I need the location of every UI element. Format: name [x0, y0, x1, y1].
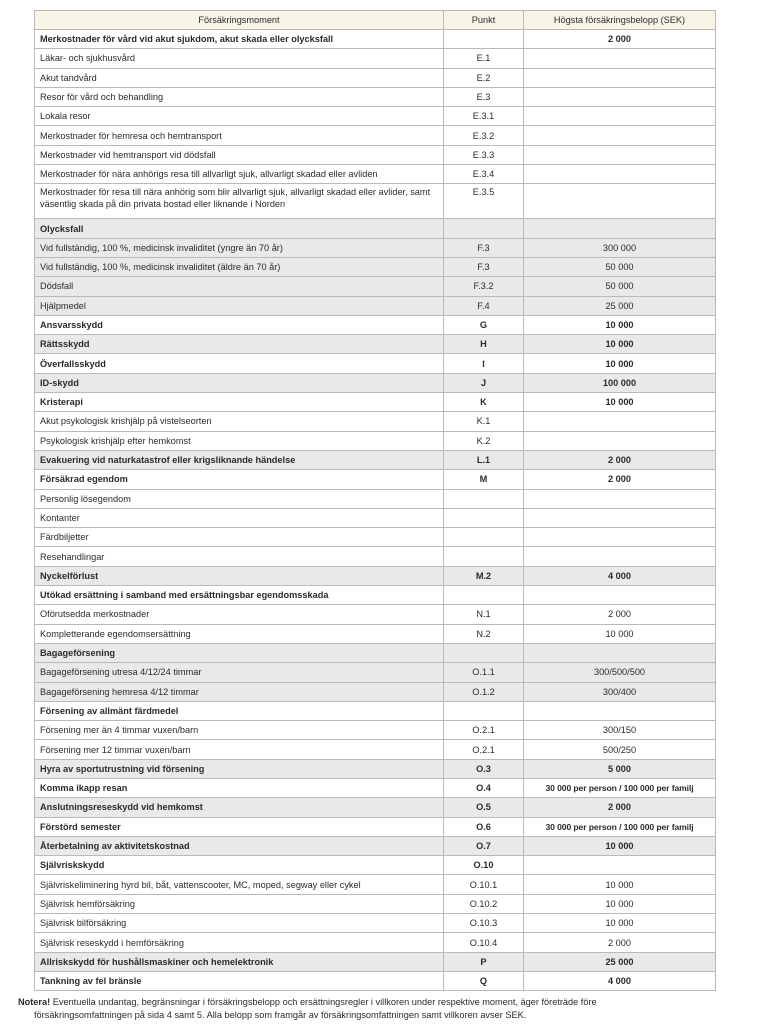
table-row [35, 721, 716, 740]
table-row [35, 30, 716, 49]
moment-cell: Ansvarsskydd [35, 315, 444, 334]
amount-cell [524, 68, 716, 87]
table-row [35, 450, 716, 469]
moment-cell: Hjälpmedel [35, 296, 444, 315]
table-row [35, 508, 716, 527]
amount-cell: 10 000 [524, 914, 716, 933]
moment-cell: Dödsfall [35, 277, 444, 296]
moment-cell: Oförutsedda merkostnader [35, 605, 444, 624]
amount-cell: 300/500/500 [524, 663, 716, 682]
punkt-cell: O.2.1 [444, 721, 524, 740]
table-row [35, 165, 716, 184]
table-row [35, 126, 716, 145]
table-row [35, 257, 716, 276]
punkt-cell: F.3.2 [444, 277, 524, 296]
moment-cell: Utökad ersättning i samband med ersättningsbar egendomsskada [35, 586, 444, 605]
moment-cell: Försening mer 12 timmar vuxen/barn [35, 740, 444, 759]
moment-cell: Försening av allmänt färdmedel [35, 701, 444, 720]
punkt-cell [444, 547, 524, 566]
table-row [35, 238, 716, 257]
amount-cell [524, 508, 716, 527]
punkt-cell: Q [444, 971, 524, 990]
punkt-cell: O.2.1 [444, 740, 524, 759]
moment-cell: Försening mer än 4 timmar vuxen/barn [35, 721, 444, 740]
table-row [35, 528, 716, 547]
punkt-cell [444, 701, 524, 720]
moment-cell: Lokala resor [35, 107, 444, 126]
amount-cell [524, 412, 716, 431]
amount-cell [524, 643, 716, 662]
note-text-1: Eventuella undantag, begränsningar i försäkringsbelopp och ersättningsregler i villkoren under respektive moment, äger företräde före [52, 997, 597, 1007]
amount-cell: 30 000 per person / 100 000 per familj [524, 817, 716, 836]
amount-cell: 50 000 [524, 257, 716, 276]
punkt-cell: J [444, 373, 524, 392]
table-row [35, 605, 716, 624]
amount-cell: 10 000 [524, 624, 716, 643]
table-row [35, 701, 716, 720]
amount-cell [524, 528, 716, 547]
amount-cell [524, 431, 716, 450]
punkt-cell [444, 586, 524, 605]
table-row [35, 431, 716, 450]
moment-cell: Självrisk hemförsäkring [35, 894, 444, 913]
punkt-cell: O.4 [444, 778, 524, 797]
table-row [35, 68, 716, 87]
moment-cell: Självriskeliminering hyrd bil, båt, vattenscooter, MC, moped, segway eller cykel [35, 875, 444, 894]
amount-cell: 50 000 [524, 277, 716, 296]
punkt-cell [444, 508, 524, 527]
amount-cell: 4 000 [524, 566, 716, 585]
table-row [35, 393, 716, 412]
table-row [35, 817, 716, 836]
table-row [35, 335, 716, 354]
punkt-cell: E.3.5 [444, 184, 524, 219]
punkt-cell: L.1 [444, 450, 524, 469]
amount-cell: 2 000 [524, 798, 716, 817]
moment-cell: ID-skydd [35, 373, 444, 392]
moment-cell: Självriskskydd [35, 856, 444, 875]
amount-cell: 300/150 [524, 721, 716, 740]
amount-cell [524, 107, 716, 126]
table-row [35, 933, 716, 952]
table-row [35, 296, 716, 315]
table-row [35, 373, 716, 392]
moment-cell: Evakuering vid naturkatastrof eller krigsliknande händelse [35, 450, 444, 469]
table-row [35, 759, 716, 778]
moment-cell: Nyckelförlust [35, 566, 444, 585]
amount-cell [524, 856, 716, 875]
moment-cell: Komma ikapp resan [35, 778, 444, 797]
moment-cell: Kompletterande egendomsersättning [35, 624, 444, 643]
moment-cell: Vid fullständig, 100 %, medicinsk invaliditet (äldre än 70 år) [35, 257, 444, 276]
table-header [35, 11, 716, 30]
moment-cell: Allriskskydd för hushållsmaskiner och hemelektronik [35, 952, 444, 971]
note-block [18, 996, 718, 1022]
moment-cell: Kontanter [35, 508, 444, 527]
moment-cell: Merkostnader för nära anhörigs resa till allvarligt sjuk, allvarligt skadad eller avliden [35, 165, 444, 184]
punkt-cell: E.3 [444, 87, 524, 106]
amount-cell [524, 87, 716, 106]
moment-cell: Återbetalning av aktivitetskostnad [35, 836, 444, 855]
moment-cell: Bagageförsening utresa 4/12/24 timmar [35, 663, 444, 682]
table-row [35, 315, 716, 334]
amount-cell: 10 000 [524, 875, 716, 894]
table-row [35, 740, 716, 759]
moment-cell: Merkostnader vid hemtransport vid dödsfall [35, 145, 444, 164]
moment-cell: Psykologisk krishjälp efter hemkomst [35, 431, 444, 450]
punkt-cell: O.10.1 [444, 875, 524, 894]
punkt-cell: E.2 [444, 68, 524, 87]
punkt-cell: O.10.2 [444, 894, 524, 913]
punkt-cell: O.1.2 [444, 682, 524, 701]
amount-cell [524, 165, 716, 184]
moment-cell: Akut psykologisk krishjälp på vistelseorten [35, 412, 444, 431]
table-body [35, 30, 716, 991]
header-amount: Högsta försäkringsbelopp (SEK) [524, 11, 716, 30]
table-row [35, 836, 716, 855]
table-row [35, 663, 716, 682]
moment-cell: Hyra av sportutrustning vid försening [35, 759, 444, 778]
punkt-cell [444, 643, 524, 662]
moment-cell: Bagageförsening [35, 643, 444, 662]
table-row [35, 643, 716, 662]
table-row [35, 798, 716, 817]
punkt-cell: O.1.1 [444, 663, 524, 682]
table-row [35, 624, 716, 643]
punkt-cell: F.4 [444, 296, 524, 315]
moment-cell: Resehandlingar [35, 547, 444, 566]
punkt-cell: E.3.1 [444, 107, 524, 126]
moment-cell: Försäkrad egendom [35, 470, 444, 489]
table-row [35, 87, 716, 106]
moment-cell: Överfallsskydd [35, 354, 444, 373]
moment-cell: Självrisk bilförsäkring [35, 914, 444, 933]
note-label: Notera! [18, 997, 51, 1007]
amount-cell: 2 000 [524, 605, 716, 624]
amount-cell [524, 126, 716, 145]
moment-cell: Merkostnader för resa till nära anhörig som blir allvarligt sjuk, allvarligt skadad eller avlider, samt väsentlig skada på din privata bostad eller liknande i Norden [35, 184, 444, 219]
moment-cell: Tankning av fel bränsle [35, 971, 444, 990]
amount-cell: 100 000 [524, 373, 716, 392]
table-row [35, 682, 716, 701]
punkt-cell: O.5 [444, 798, 524, 817]
table-row [35, 914, 716, 933]
punkt-cell: G [444, 315, 524, 334]
amount-cell [524, 489, 716, 508]
amount-cell [524, 701, 716, 720]
moment-cell: Bagageförsening hemresa 4/12 timmar [35, 682, 444, 701]
moment-cell: Merkostnader för vård vid akut sjukdom, akut skada eller olycksfall [35, 30, 444, 49]
moment-cell: Anslutningsreseskydd vid hemkomst [35, 798, 444, 817]
note-line-1 [18, 996, 718, 1009]
amount-cell: 10 000 [524, 315, 716, 334]
amount-cell: 2 000 [524, 450, 716, 469]
moment-cell: Läkar- och sjukhusvård [35, 49, 444, 68]
table-row [35, 547, 716, 566]
table-row [35, 856, 716, 875]
amount-cell: 4 000 [524, 971, 716, 990]
punkt-cell: O.10.4 [444, 933, 524, 952]
amount-cell: 2 000 [524, 933, 716, 952]
amount-cell: 5 000 [524, 759, 716, 778]
amount-cell [524, 184, 716, 219]
moment-cell: Självrisk reseskydd i hemförsäkring [35, 933, 444, 952]
moment-cell: Vid fullständig, 100 %, medicinsk invaliditet (yngre än 70 år) [35, 238, 444, 257]
moment-cell: Färdbiljetter [35, 528, 444, 547]
header-moment: Försäkringsmoment [35, 11, 444, 30]
amount-cell: 2 000 [524, 30, 716, 49]
punkt-cell [444, 489, 524, 508]
amount-cell [524, 547, 716, 566]
amount-cell: 10 000 [524, 335, 716, 354]
punkt-cell: O.10.3 [444, 914, 524, 933]
punkt-cell [444, 30, 524, 49]
moment-cell: Resor för vård och behandling [35, 87, 444, 106]
punkt-cell: M [444, 470, 524, 489]
amount-cell: 30 000 per person / 100 000 per familj [524, 778, 716, 797]
punkt-cell [444, 219, 524, 238]
table-row [35, 875, 716, 894]
moment-cell: Kristerapi [35, 393, 444, 412]
table-row [35, 489, 716, 508]
amount-cell: 2 000 [524, 470, 716, 489]
moment-cell: Personlig lösegendom [35, 489, 444, 508]
amount-cell: 10 000 [524, 354, 716, 373]
table-row [35, 470, 716, 489]
punkt-cell: E.1 [444, 49, 524, 68]
punkt-cell: F.3 [444, 257, 524, 276]
amount-cell [524, 145, 716, 164]
amount-cell [524, 586, 716, 605]
amount-cell: 10 000 [524, 393, 716, 412]
table-row [35, 778, 716, 797]
table-row [35, 49, 716, 68]
punkt-cell: N.2 [444, 624, 524, 643]
table-row [35, 277, 716, 296]
punkt-cell: N.1 [444, 605, 524, 624]
punkt-cell: P [444, 952, 524, 971]
table-row [35, 586, 716, 605]
table-row [35, 971, 716, 990]
table-row [35, 354, 716, 373]
punkt-cell: E.3.4 [444, 165, 524, 184]
punkt-cell: O.7 [444, 836, 524, 855]
moment-cell: Akut tandvård [35, 68, 444, 87]
table-row [35, 894, 716, 913]
table-row [35, 566, 716, 585]
punkt-cell: H [444, 335, 524, 354]
moment-cell: Förstörd semester [35, 817, 444, 836]
punkt-cell: K.1 [444, 412, 524, 431]
punkt-cell: O.3 [444, 759, 524, 778]
moment-cell: Merkostnader för hemresa och hemtransport [35, 126, 444, 145]
punkt-cell: K [444, 393, 524, 412]
amount-cell: 10 000 [524, 836, 716, 855]
table-row [35, 184, 716, 219]
table-row [35, 412, 716, 431]
amount-cell [524, 219, 716, 238]
moment-cell: Rättsskydd [35, 335, 444, 354]
amount-cell: 500/250 [524, 740, 716, 759]
punkt-cell: O.10 [444, 856, 524, 875]
punkt-cell: K.2 [444, 431, 524, 450]
header-row [35, 11, 716, 30]
punkt-cell: O.6 [444, 817, 524, 836]
moment-cell: Olycksfall [35, 219, 444, 238]
amount-cell: 300 000 [524, 238, 716, 257]
header-punkt: Punkt [444, 11, 524, 30]
amount-cell: 25 000 [524, 296, 716, 315]
table-row [35, 145, 716, 164]
note-text-2: försäkringsomfattningen på sida 4 samt 5. Alla belopp som framgår av försäkringsomfattningen samt villkoren avser SEK. [34, 1010, 527, 1020]
table-row [35, 219, 716, 238]
punkt-cell: E.3.3 [444, 145, 524, 164]
table-row [35, 952, 716, 971]
amount-cell: 10 000 [524, 894, 716, 913]
punkt-cell: I [444, 354, 524, 373]
punkt-cell: M.2 [444, 566, 524, 585]
punkt-cell [444, 528, 524, 547]
amount-cell: 300/400 [524, 682, 716, 701]
coverage-table [34, 10, 716, 991]
amount-cell [524, 49, 716, 68]
punkt-cell: E.3.2 [444, 126, 524, 145]
table-row [35, 107, 716, 126]
punkt-cell: F.3 [444, 238, 524, 257]
amount-cell: 25 000 [524, 952, 716, 971]
